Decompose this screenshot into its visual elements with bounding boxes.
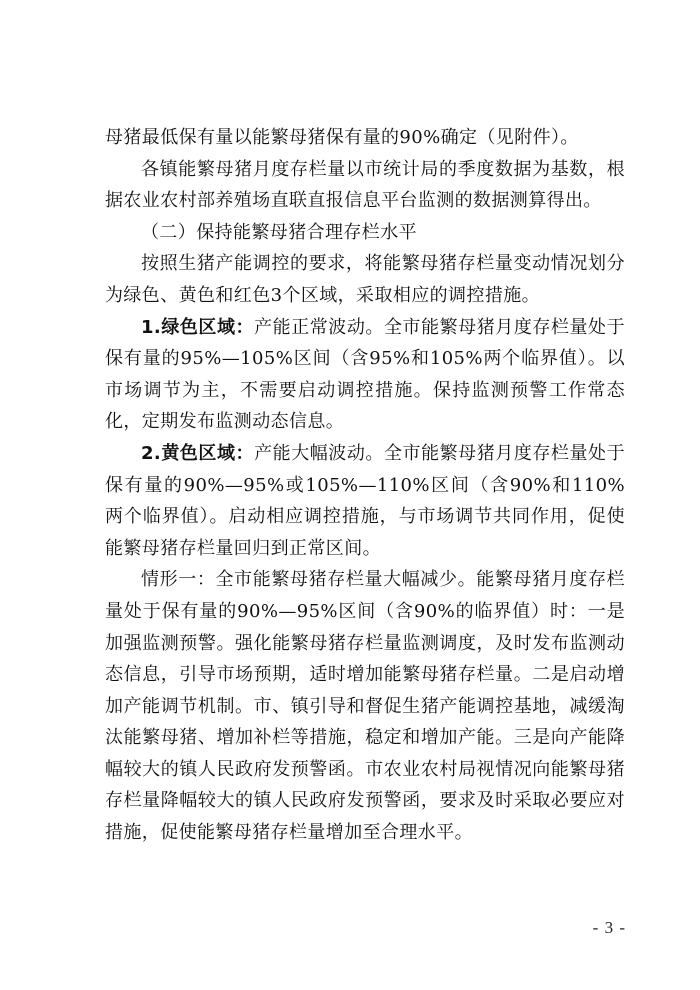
green-zone-paragraph — [105, 312, 625, 438]
yellow-zone-paragraph — [105, 438, 625, 564]
page-number: - 3 - — [592, 918, 626, 937]
green-zone-label: 1.绿色区域： — [141, 316, 255, 338]
scenario-one-text: 情形一：全市能繁母猪存栏量大幅减少。能繁母猪月度存栏量处于保有量的90%—95%区间（含90%的临界值）时：一是加强监测预警。强化能繁母猪存栏量监测调度，及时发布监测动态信息，引导市场预期，适时增加能繁母猪存栏量。二是启动增加产能调节机制。市、镇引导和督促生猪产能调控基地，减缓淘汰能繁母猪、增加补栏等措施，稳定和增加产能。三是向产能降幅较大的镇人民政府发预警函。市农业农村局视情况向能繁母猪存栏量降幅较大的镇人民政府发预警函，要求及时采取必要应对措施，促使能繁母猪存栏量增加至合理水平。 — [105, 569, 625, 844]
green-zone-text: 产能正常波动。全市能繁母猪月度存栏量处于保有量的95%—105%区间（含95%和105%两个临界值）。以市场调节为主，不需要启动调控措施。保持监测预警工作常态化，定期发布监测动态信息。 — [105, 316, 626, 433]
section-heading — [105, 217, 625, 249]
paragraph-1-text: 母猪最低保有量以能繁母猪保有量的90%确定（见附件）。 — [105, 127, 579, 148]
document-body — [105, 122, 625, 849]
yellow-zone-label: 2.黄色区域： — [141, 442, 255, 464]
paragraph-2 — [105, 154, 625, 217]
paragraph-2-text: 各镇能繁母猪月度存栏量以市统计局的季度数据为基数，根据农业农村部养殖场直联直报信息平台监测的数据测算得出。 — [105, 158, 625, 212]
yellow-zone-text: 产能大幅波动。全市能繁母猪月度存栏量处于保有量的90%—95%或105%—110%区间（含90%和110%两个临界值）。启动相应调控措施，与市场调节共同作用，促使能繁母猪存栏量回归到正常区间。 — [105, 442, 626, 559]
section-heading-text: （二）保持能繁母猪合理存栏水平 — [141, 221, 417, 243]
paragraph-4-text: 按照生猪产能调控的要求，将能繁母猪存栏量变动情况划分为绿色、黄色和红色3个区域，采取相应的调控措施。 — [105, 253, 625, 306]
paragraph-4 — [105, 248, 625, 311]
scenario-one-paragraph — [105, 564, 625, 848]
paragraph-1 — [105, 122, 625, 154]
